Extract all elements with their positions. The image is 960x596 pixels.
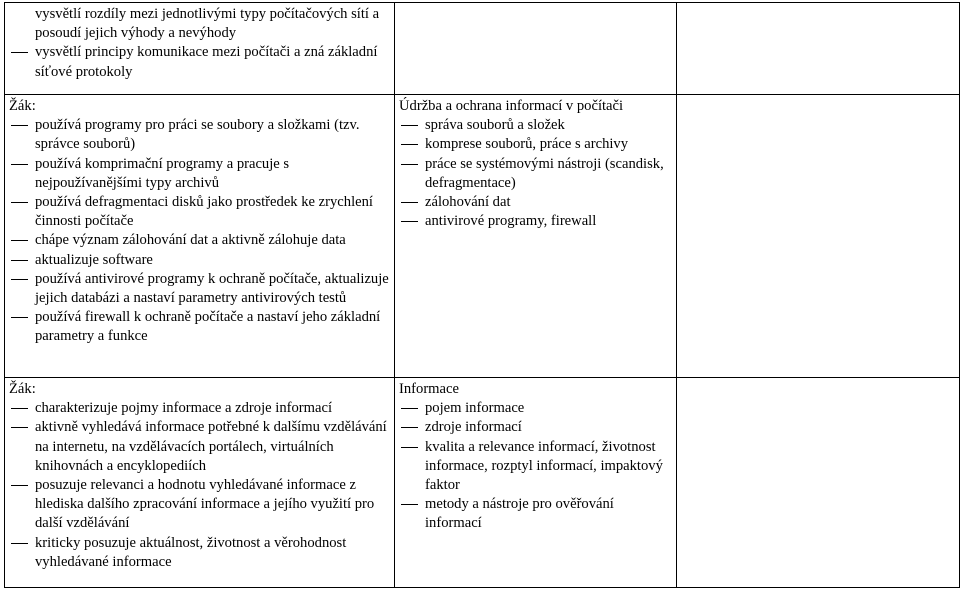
outcome-text: charakterizuje pojmy informace a zdroje informací [35, 400, 332, 417]
notes-cell [677, 3, 960, 95]
list-item [399, 495, 672, 533]
outcome-text: kriticky posuzuje aktuálnost, životnost a věrohodnost vyhledávané informace [35, 534, 347, 570]
list-item [9, 5, 390, 43]
dash-bullet-icon [401, 504, 418, 505]
list-item [399, 135, 672, 154]
list-item [399, 212, 672, 231]
topic-text: komprese souborů, práce s archivy [425, 136, 629, 153]
dash-bullet-icon [11, 279, 28, 280]
table-row [5, 378, 960, 588]
list-item [9, 251, 390, 270]
dash-bullet-icon [11, 543, 28, 544]
dash-bullet-icon [401, 447, 418, 448]
dash-bullet-icon [11, 202, 28, 203]
list-item [9, 270, 390, 308]
list-item [399, 193, 672, 212]
topic-text: pojem informace [425, 400, 525, 417]
dash-bullet-icon [11, 240, 28, 241]
list-item [399, 438, 672, 496]
topics-list [399, 399, 672, 533]
topic-heading: Informace [399, 381, 459, 397]
list-item [399, 116, 672, 135]
outcomes-list [9, 399, 390, 572]
outcomes-list [9, 5, 390, 82]
dash-bullet-icon [11, 52, 28, 53]
list-item [9, 231, 390, 250]
dash-bullet-icon [11, 317, 28, 318]
topic-text: zdroje informací [425, 419, 522, 436]
topic-heading: Údržba a ochrana informací v počítači [399, 98, 624, 114]
outcomes-cell [5, 95, 395, 378]
table-row [5, 95, 960, 378]
list-item [399, 399, 672, 418]
outcomes-cell [5, 3, 395, 95]
outcome-text: aktualizuje software [35, 251, 153, 268]
outcome-text: používá komprimační programy a pracuje s nejpoužívanějšími typy archivů [35, 155, 290, 191]
outcome-text: vysvětlí rozdíly mezi jednotlivými typy počítačových sítí a posoudí jejich výhody a nevýhody [35, 6, 380, 42]
dash-bullet-icon [401, 125, 418, 126]
notes-cell [677, 95, 960, 378]
list-item [399, 418, 672, 437]
dash-bullet-icon [401, 408, 418, 409]
dash-bullet-icon [401, 164, 418, 165]
dash-bullet-icon [401, 427, 418, 428]
list-item [399, 155, 672, 193]
topic-text: kvalita a relevance informací, životnost informace, rozptyl informací, impaktový faktor [425, 438, 663, 494]
outcome-text: používá programy pro práci se soubory a složkami (tzv. správce souborů) [35, 117, 360, 153]
topics-cell [395, 95, 677, 378]
topics-cell [395, 378, 677, 588]
list-item [9, 308, 390, 346]
outcome-text: posuzuje relevanci a hodnotu vyhledávané informace z hlediska dalšího zpracování informace a jejího využití pro další vzdělávání [35, 477, 375, 532]
curriculum-table [4, 2, 960, 588]
outcomes-heading: Žák: [9, 98, 36, 114]
notes-cell [677, 378, 960, 588]
outcome-text: vysvětlí principy komunikace mezi počítači a zná základní síťové protokoly [35, 44, 378, 80]
topics-cell [395, 3, 677, 95]
list-item [9, 534, 390, 572]
topic-text: zálohování dat [425, 194, 511, 211]
dash-bullet-icon [401, 144, 418, 145]
outcome-text: chápe význam zálohování dat a aktivně zálohuje data [35, 232, 346, 249]
topics-list [399, 116, 672, 231]
dash-bullet-icon [11, 260, 28, 261]
table-row [5, 3, 960, 95]
dash-bullet-icon [11, 125, 28, 126]
outcome-text: používá antivirové programy k ochraně počítače, aktualizuje jejich databázi a nastaví parametry antivirových testů [35, 270, 389, 307]
list-item [9, 116, 390, 154]
dash-bullet-icon [11, 427, 28, 428]
list-item [9, 476, 390, 534]
list-item [9, 193, 390, 231]
outcomes-list [9, 116, 390, 346]
dash-bullet-icon [11, 485, 28, 486]
dash-bullet-icon [11, 164, 28, 165]
outcome-text: používá defragmentaci disků jako prostředek ke zrychlení činnosti počítače [35, 194, 373, 230]
outcome-text: aktivně vyhledává informace potřebné k dalšímu vzdělávání na internetu, na vzdělávacích portálech, virtuálních knihovnách a encyklopediích [35, 419, 387, 474]
list-item [9, 155, 390, 193]
outcomes-heading: Žák: [9, 381, 36, 397]
topic-text: práce se systémovými nástroji (scandisk, defragmentace) [425, 155, 664, 191]
outcome-text: používá firewall k ochraně počítače a nastaví jeho základní parametry a funkce [35, 309, 381, 345]
outcomes-cell [5, 378, 395, 588]
dash-bullet-icon [401, 202, 418, 203]
dash-bullet-icon [401, 221, 418, 222]
list-item [9, 43, 390, 81]
list-item [9, 399, 390, 418]
list-item [9, 418, 390, 476]
topic-text: antivirové programy, firewall [425, 213, 597, 230]
topic-text: správa souborů a složek [425, 117, 565, 134]
dash-bullet-icon [11, 408, 28, 409]
topic-text: metody a nástroje pro ověřování informací [425, 496, 614, 532]
